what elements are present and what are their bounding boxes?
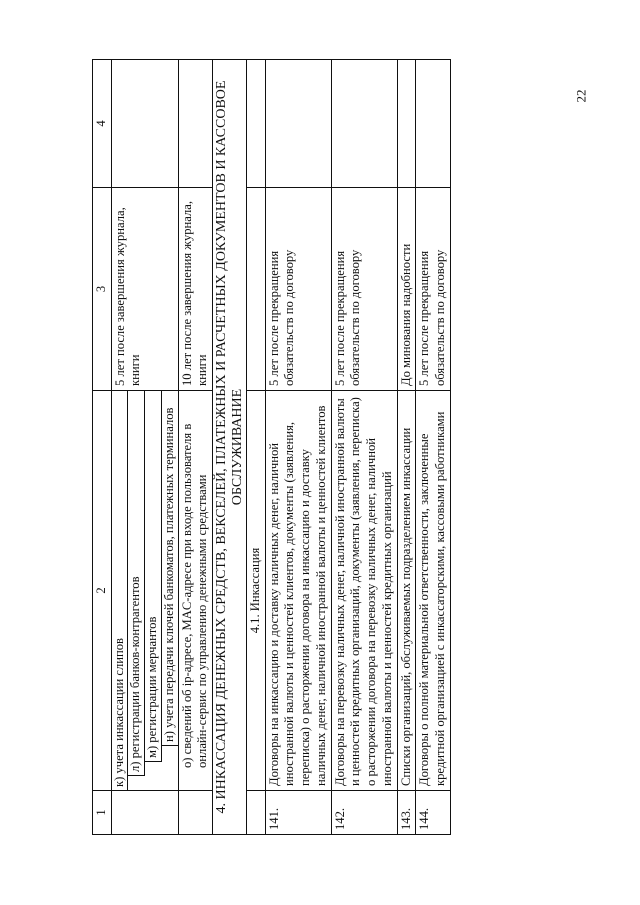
header-row: [93, 60, 112, 835]
row-number-cell: [178, 791, 212, 835]
row-note: [397, 60, 416, 188]
table-row: [265, 60, 331, 835]
table-row: [397, 60, 416, 835]
section-row: [213, 60, 247, 835]
row-term: 5 лет после прекращения обязательств по договору: [265, 188, 331, 391]
note-cell: [246, 60, 265, 188]
header-cell-3: 3: [93, 188, 112, 391]
term-cell: 10 лет после завершения журнала, книги: [178, 188, 212, 391]
term-cell: 5 лет после завершения журнала, книги: [111, 188, 178, 391]
rotated-document: [92, 60, 542, 835]
subsection-title: 4.1. Инкассация: [246, 391, 265, 791]
row-term: 5 лет после прекращения обязательств по договору: [416, 188, 450, 391]
note-cell: [178, 60, 212, 188]
page-number: 22: [573, 89, 589, 103]
row-note: [331, 60, 397, 188]
row-number: 141.: [265, 791, 331, 835]
row-note: [416, 60, 450, 188]
table-row: [416, 60, 450, 835]
table-row: [178, 60, 212, 835]
row-number: 144.: [416, 791, 450, 835]
subitem-o: о) сведений об ip-адресе, MAC-адресе при входе пользователя в онлайн-сервис по управлению денежными средствами: [178, 391, 212, 791]
row-description: Договоры на перевозку наличных денег, наличной иностранной валюты и ценностей кредитных организаций, документы (заявления, переписка) о расторжении договора на перевозку наличных денег, наличной иностранной валюты и ценностей кредитных организаций: [331, 391, 397, 791]
table-row: [111, 60, 178, 835]
table-row: [331, 60, 397, 835]
header-cell-2: 2: [93, 391, 112, 791]
subitems-cell: [111, 391, 178, 791]
subitem-m: м) регистрации мерчантов: [145, 391, 162, 762]
row-term: 5 лет после прекращения обязательств по договору: [331, 188, 397, 391]
retention-table: [92, 59, 451, 835]
section-title: 4. ИНКАССАЦИЯ ДЕНЕЖНЫХ СРЕДСТВ, ВЕКСЕЛЕЙ, ПЛАТЕЖНЫХ И РАСЧЕТНЫХ ДОКУМЕНТОВ И КАССОВОЕ ОБСЛУЖИВАНИЕ: [213, 60, 247, 835]
subsection-row: [246, 60, 265, 835]
row-number-cell: [246, 791, 265, 835]
row-description: Договоры на инкассацию и доставку наличных денег, наличной иностранной валюты и ценностей клиентов, документы (заявления, переписка) о расторжении договора на инкассацию и доставку наличных денег, наличной иностранной валюты и ценностей клиентов: [265, 391, 331, 791]
subitem-n: н) учета передачи ключей банкоматов, платежных терминалов: [162, 391, 178, 746]
row-note: [265, 60, 331, 188]
row-number-cell: [111, 791, 178, 835]
row-number: 143.: [397, 791, 416, 835]
term-cell: [246, 188, 265, 391]
row-description: Договоры о полной материальной ответственности, заключенные кредитной организацией с инкассаторскими, кассовыми работниками: [416, 391, 450, 791]
row-term: До минования надобности: [397, 188, 416, 391]
row-description: Списки организаций, обслуживаемых подразделением инкассации: [397, 391, 416, 791]
note-cell: [111, 60, 178, 188]
row-number: 142.: [331, 791, 397, 835]
subitem-k: к) учета инкассации слипов: [112, 391, 129, 790]
header-cell-4: 4: [93, 60, 112, 188]
header-cell-1: 1: [93, 791, 112, 835]
subitem-l: л) регистрации банков-контрагентов: [128, 391, 145, 776]
